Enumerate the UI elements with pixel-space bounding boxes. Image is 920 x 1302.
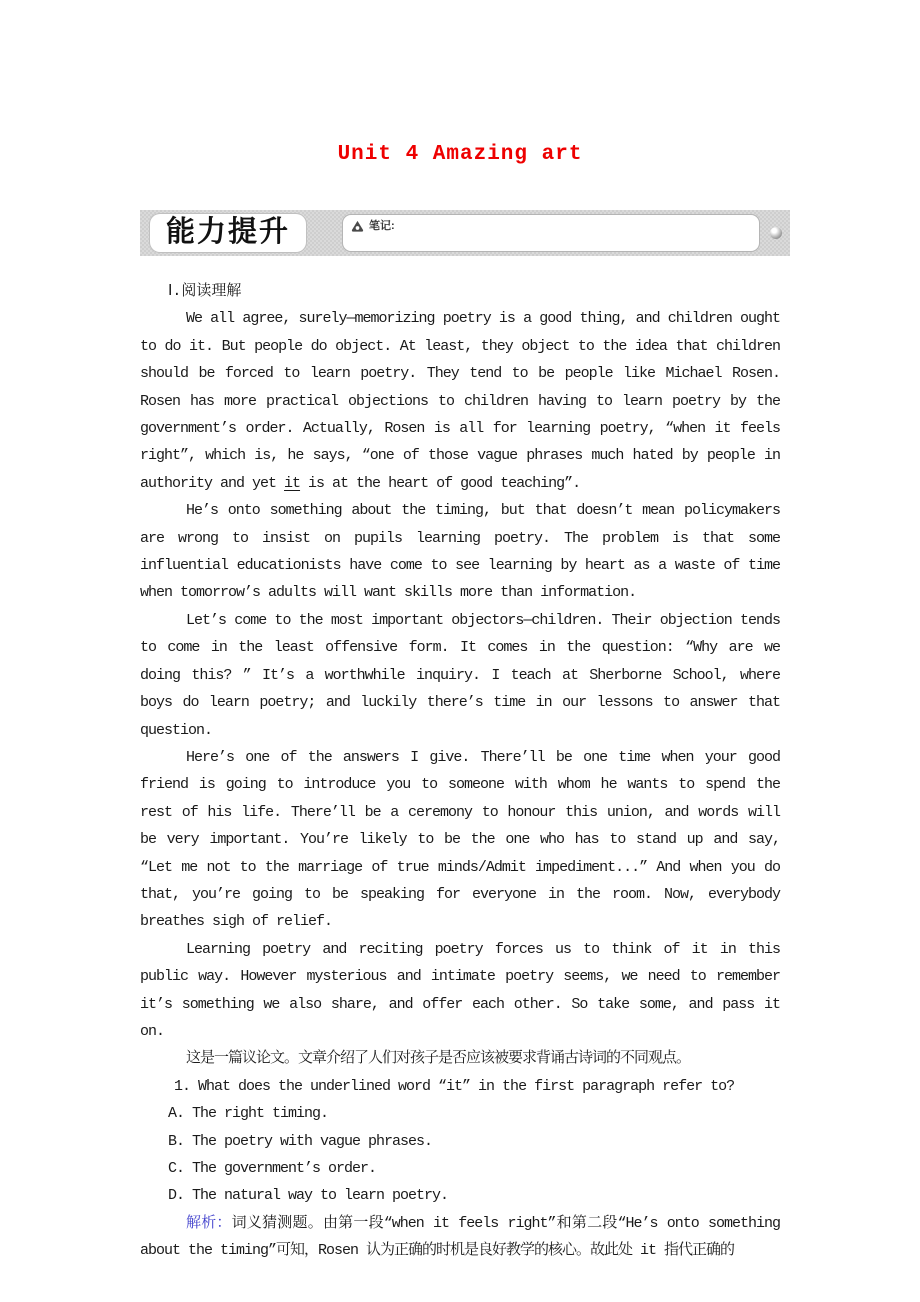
passage-paragraph-2: He’s onto something about the timing, but that doesn’t mean policymakers are wrong to insist on pupils learning poetry. The problem is that some influential educationists have come to see learning by heart as a waste of time when tomorrow’s adults will want skills more than information.: [140, 502, 780, 602]
banner-pill: [150, 214, 306, 252]
passage-paragraph-4: Here’s one of the answers I give. There’ll be one time when your good friend is going to introduce you to someone with whom he wants to spend the rest of his life. There’ll be a ceremony to honour this union, and words will be very important. You’re likely to be the one who has to stand up and say, “Let me not to the marriage of true minds/Admit impediment...” And when you do that, you’re going to be speaking for everyone in the room. Now, everybody breathes sigh of relief.: [140, 748, 780, 931]
underlined-word-it: it: [284, 474, 301, 492]
banner-pill-label: 能力提升: [166, 216, 291, 248]
question-1-option-c: C. The government’s order.: [168, 1160, 377, 1177]
notes-icon: [351, 220, 364, 233]
passage-summary-cn: 这是一篇议论文。文章介绍了人们对孩子是否应该被要求背诵古诗词的不同观点。: [186, 1050, 691, 1068]
notes-input[interactable]: [342, 214, 760, 252]
question-1-option-d: D. The natural way to learn poetry.: [168, 1187, 449, 1205]
notes-label: 笔记:: [369, 220, 395, 232]
passage-paragraph-1: [140, 305, 780, 497]
analysis-paragraph: [140, 1210, 780, 1265]
paragraph-1-text-before: We all agree, surely—memorizing poetry is a good thing, and children ought to do it. But people do object. At least, they object to the idea that children should be forced to learn poetry. They tend to be people like Michael Rosen. Rosen has more practical objections to children having to learn poetry by the government’s order. Actually, Rosen is all for learning poetry, “when it feels right”, which is, he says, “one of those vague phrases much hated by people in authority and yet: [140, 310, 780, 492]
question-1-option-b: B. The poetry with vague phrases.: [168, 1132, 433, 1150]
passage-paragraph-3: Let’s come to the most important objectors—children. Their objection tends to come in the least offensive form. It comes in the question: “Why are we doing this? ” It’s a worthwhile inquiry. I teach at Sherborne School, where boys do learn poetry; and luckily there’s time in our lessons to answer that question.: [140, 611, 780, 739]
question-1-option-a: A. The right timing.: [168, 1105, 329, 1123]
passage-content: [140, 278, 780, 1265]
question-1-stem: 1. What does the underlined word “it” in the first paragraph refer to?: [174, 1077, 735, 1095]
analysis-label: 解析：: [186, 1214, 232, 1232]
paragraph-1-text-after: is at the heart of good teaching”.: [300, 474, 581, 492]
analysis-text: 词义猜测题。由第一段“when it feels right”和第二段“He’s onto something about the timing”可知，Rosen 认为正确的时机是良好教学的核心。故此处 it 指代正确的: [140, 1214, 780, 1260]
pin-icon: [770, 227, 782, 239]
page-title: Unit 4 Amazing art: [337, 143, 583, 166]
section-banner: [140, 210, 790, 256]
section-heading: Ⅰ.阅读理解: [168, 283, 242, 300]
passage-paragraph-5: Learning poetry and reciting poetry forces us to think of it in this public way. However mysterious and intimate poetry seems, we need to remember it’s something we also share, and offer each other. So take some, and pass it on.: [140, 940, 780, 1040]
